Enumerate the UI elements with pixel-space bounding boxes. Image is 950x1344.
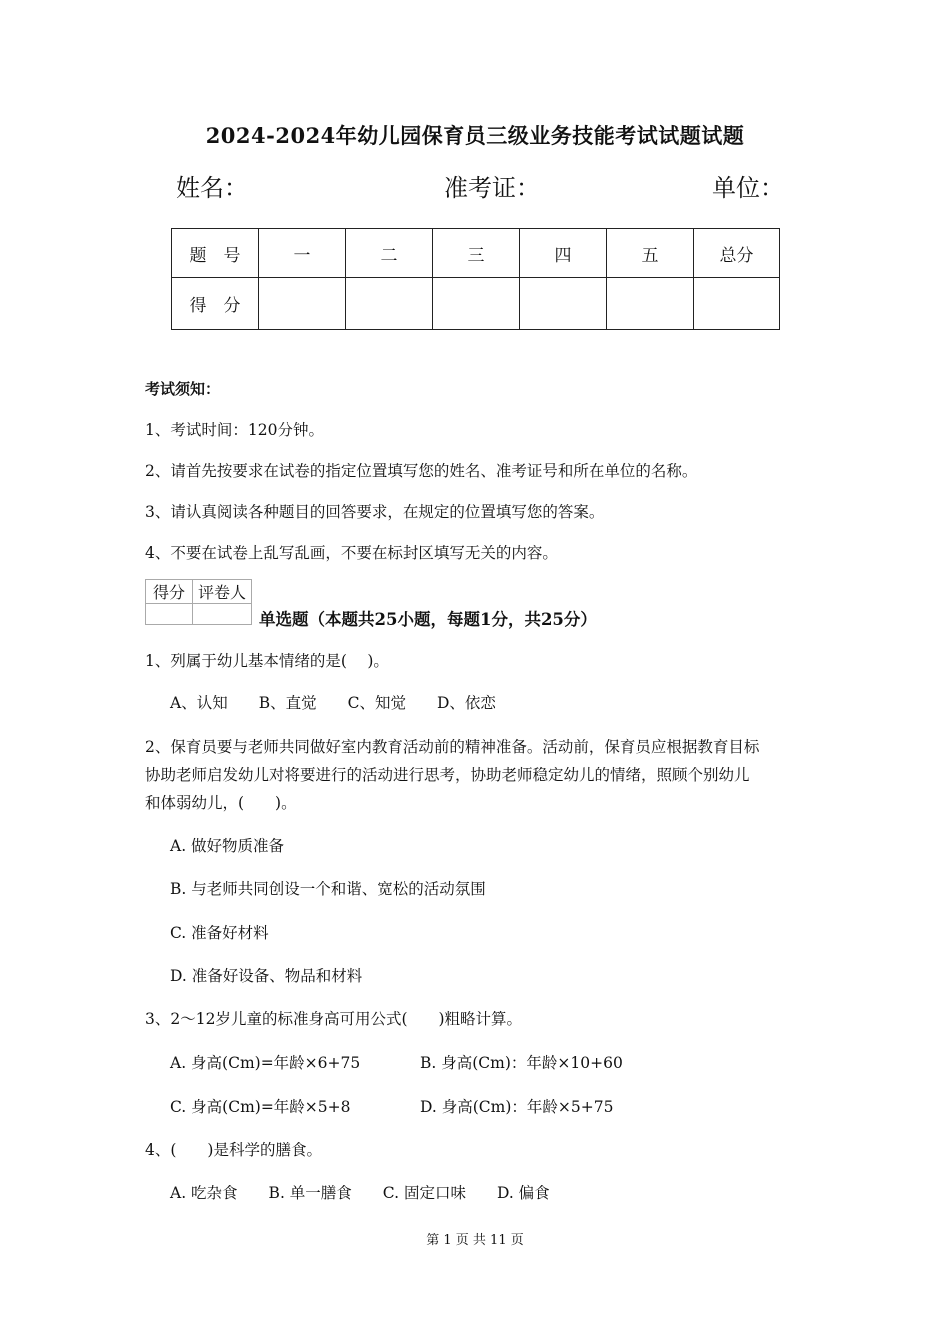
score-header-cell: 四 bbox=[520, 229, 607, 278]
notice-item: 1、考试时间：120分钟。 bbox=[145, 421, 324, 439]
score-cell[interactable] bbox=[433, 278, 520, 330]
grader-name-cell[interactable] bbox=[193, 604, 252, 625]
page-footer: 第 1 页 共 11 页 bbox=[426, 1233, 524, 1248]
notice-item: 4、不要在试卷上乱写乱画，不要在标封区填写无关的内容。 bbox=[145, 544, 558, 562]
question-option: B. 与老师共同创设一个和谐、宽松的活动氛围 bbox=[170, 880, 486, 898]
score-header-cell: 一 bbox=[259, 229, 346, 278]
question-stem: 1、列属于幼儿基本情绪的是( )。 bbox=[145, 652, 389, 670]
question-stem: 2、保育员要与老师共同做好室内教育活动前的精神准备。活动前，保育员应根据教育目标 bbox=[145, 738, 760, 756]
unit-label: 单位： bbox=[712, 174, 784, 202]
question-option: D. 身高(Cm)：年龄×5+75 bbox=[420, 1098, 614, 1116]
score-table bbox=[171, 228, 780, 330]
question-stem: 3、2～12岁儿童的标准身高可用公式( )粗略计算。 bbox=[145, 1010, 523, 1028]
document-title: 2024-2024年幼儿园保育员三级业务技能考试试题试题 bbox=[205, 123, 745, 148]
score-cell[interactable] bbox=[346, 278, 433, 330]
notice-heading: 考试须知： bbox=[145, 380, 221, 398]
score-table-score-row bbox=[172, 278, 780, 330]
notice-item: 2、请首先按要求在试卷的指定位置填写您的姓名、准考证号和所在单位的名称。 bbox=[145, 462, 698, 480]
score-cell[interactable] bbox=[520, 278, 607, 330]
question-option: A. 身高(Cm)=年龄×6+75 bbox=[170, 1054, 361, 1072]
exam-id-label: 准考证： bbox=[444, 174, 540, 202]
question-options: A. 吃杂食 B. 单一膳食 C. 固定口味 D. 偏食 bbox=[170, 1184, 550, 1202]
score-header-cell: 五 bbox=[607, 229, 694, 278]
question-options: A、认知 B、直觉 C、知觉 D、依恋 bbox=[170, 694, 496, 712]
score-table-header-row bbox=[172, 229, 780, 278]
score-header-cell: 三 bbox=[433, 229, 520, 278]
score-row-label: 得 分 bbox=[172, 278, 259, 330]
score-cell[interactable] bbox=[259, 278, 346, 330]
name-label: 姓名： bbox=[176, 174, 248, 202]
notice-item: 3、请认真阅读各种题目的回答要求，在规定的位置填写您的答案。 bbox=[145, 503, 605, 521]
question-stem: 4、( )是科学的膳食。 bbox=[145, 1141, 322, 1159]
score-cell[interactable] bbox=[694, 278, 780, 330]
question-option: C. 身高(Cm)=年龄×5+8 bbox=[170, 1098, 351, 1116]
question-option: A. 做好物质准备 bbox=[170, 837, 285, 855]
score-header-cell: 题 号 bbox=[172, 229, 259, 278]
grader-score-label: 得分 bbox=[146, 580, 193, 604]
question-option: C. 准备好材料 bbox=[170, 924, 269, 942]
score-header-cell: 总分 bbox=[694, 229, 780, 278]
question-option: D. 准备好设备、物品和材料 bbox=[170, 967, 363, 985]
question-stem: 协助老师启发幼儿对将要进行的活动进行思考，协助老师稳定幼儿的情绪，照顾个别幼儿 bbox=[145, 766, 750, 784]
section-title: 单选题（本题共25小题，每题1分，共25分） bbox=[259, 610, 597, 629]
grader-score-cell[interactable] bbox=[146, 604, 193, 625]
score-cell[interactable] bbox=[607, 278, 694, 330]
score-header-cell: 二 bbox=[346, 229, 433, 278]
grader-name-label: 评卷人 bbox=[193, 580, 252, 604]
question-stem: 和体弱幼儿，( )。 bbox=[145, 794, 297, 812]
question-option: B. 身高(Cm)：年龄×10+60 bbox=[420, 1054, 623, 1072]
grader-box bbox=[145, 579, 252, 625]
